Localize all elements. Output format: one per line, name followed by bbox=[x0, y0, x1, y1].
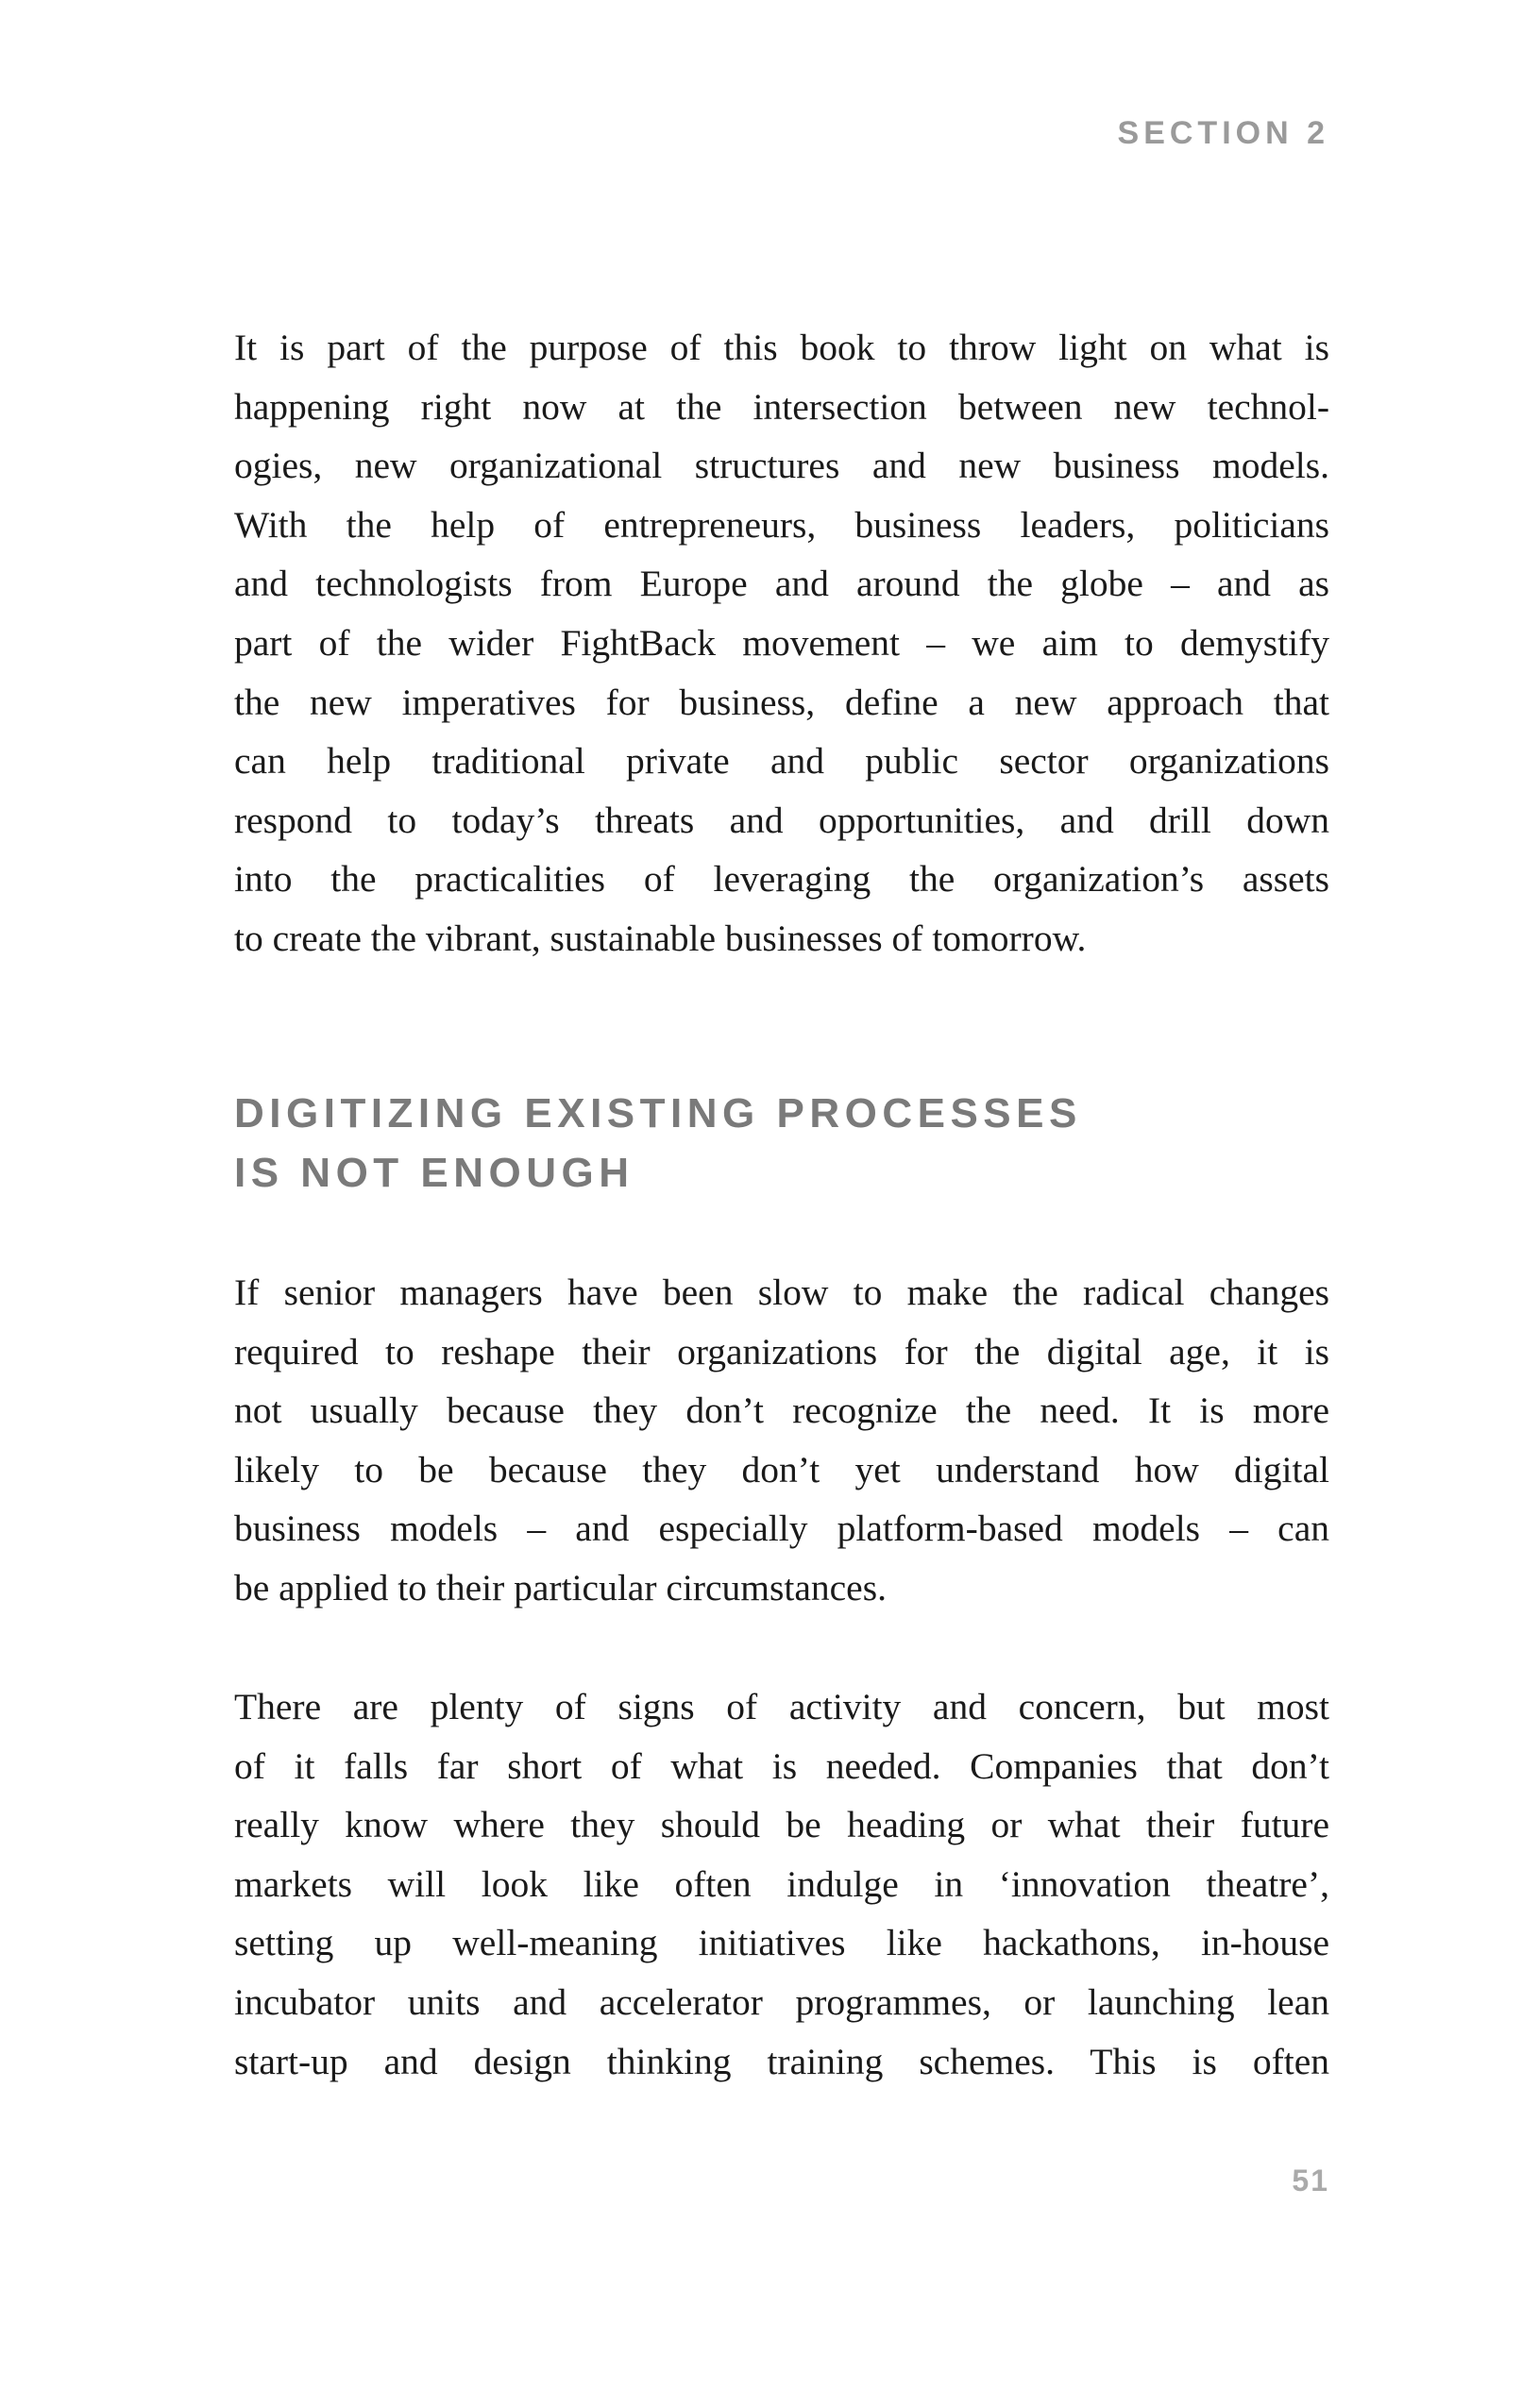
text-line: be applied to their particular circumstances. bbox=[234, 1566, 887, 1608]
page-number: 51 bbox=[1292, 2164, 1329, 2198]
text-line: required to reshape their organizations for the digital age, it is bbox=[234, 1330, 1329, 1372]
text-line: incubator units and accelerator programmes, or launching lean bbox=[234, 1980, 1329, 2023]
paragraph-signs-of-activity bbox=[234, 1677, 1329, 2091]
text-line: not usually because they don’t recognize the need. It is more bbox=[234, 1389, 1329, 1432]
text-line: It is part of the purpose of this book to throw light on what is bbox=[234, 327, 1329, 368]
text-line: to create the vibrant, sustainable businesses of tomorrow. bbox=[234, 917, 1087, 959]
text-line: There are plenty of signs of activity and concern, but most bbox=[234, 1686, 1329, 1727]
text-line: start-up and design thinking training schemes. This is often bbox=[234, 2040, 1329, 2082]
text-line: of it falls far short of what is needed. Companies that don’t bbox=[234, 1744, 1329, 1787]
heading-line: IS NOT ENOUGH bbox=[234, 1150, 634, 1196]
text-line: setting up well-meaning initiatives like hackathons, in-house bbox=[234, 1922, 1329, 1964]
section-heading bbox=[234, 1084, 1082, 1203]
text-line: respond to today’s threats and opportunities, and drill down bbox=[234, 799, 1329, 841]
text-line: If senior managers have been slow to make the radical changes bbox=[234, 1271, 1329, 1313]
text-line: markets will look like often indulge in ‘innovation theatre’, bbox=[234, 1862, 1329, 1905]
text-line: the new imperatives for business, define a new approach that bbox=[234, 681, 1329, 723]
text-line: business models – and especially platform-based models – can bbox=[234, 1507, 1329, 1550]
paragraph-intro bbox=[234, 318, 1329, 968]
running-header: SECTION 2 bbox=[1117, 115, 1329, 151]
text-line: can help traditional private and public sector organizations bbox=[234, 740, 1329, 783]
text-line: really know where they should be heading or what their future bbox=[234, 1804, 1329, 1846]
text-line: happening right now at the intersection between new technol- bbox=[234, 385, 1329, 428]
text-line: and technologists from Europe and around the globe – and as bbox=[234, 563, 1329, 605]
text-line: part of the wider FightBack movement – we aim to demystify bbox=[234, 621, 1329, 664]
text-line: likely to be because they don’t yet understand how digital bbox=[234, 1448, 1329, 1490]
text-line: into the practicalities of leveraging the organization’s assets bbox=[234, 858, 1329, 901]
text-line: ogies, new organizational structures and new business models. bbox=[234, 445, 1329, 487]
paragraph-senior-managers bbox=[234, 1263, 1329, 1618]
text-line: With the help of entrepreneurs, business leaders, politicians bbox=[234, 503, 1329, 546]
heading-line: DIGITIZING EXISTING PROCESSES bbox=[234, 1090, 1082, 1137]
